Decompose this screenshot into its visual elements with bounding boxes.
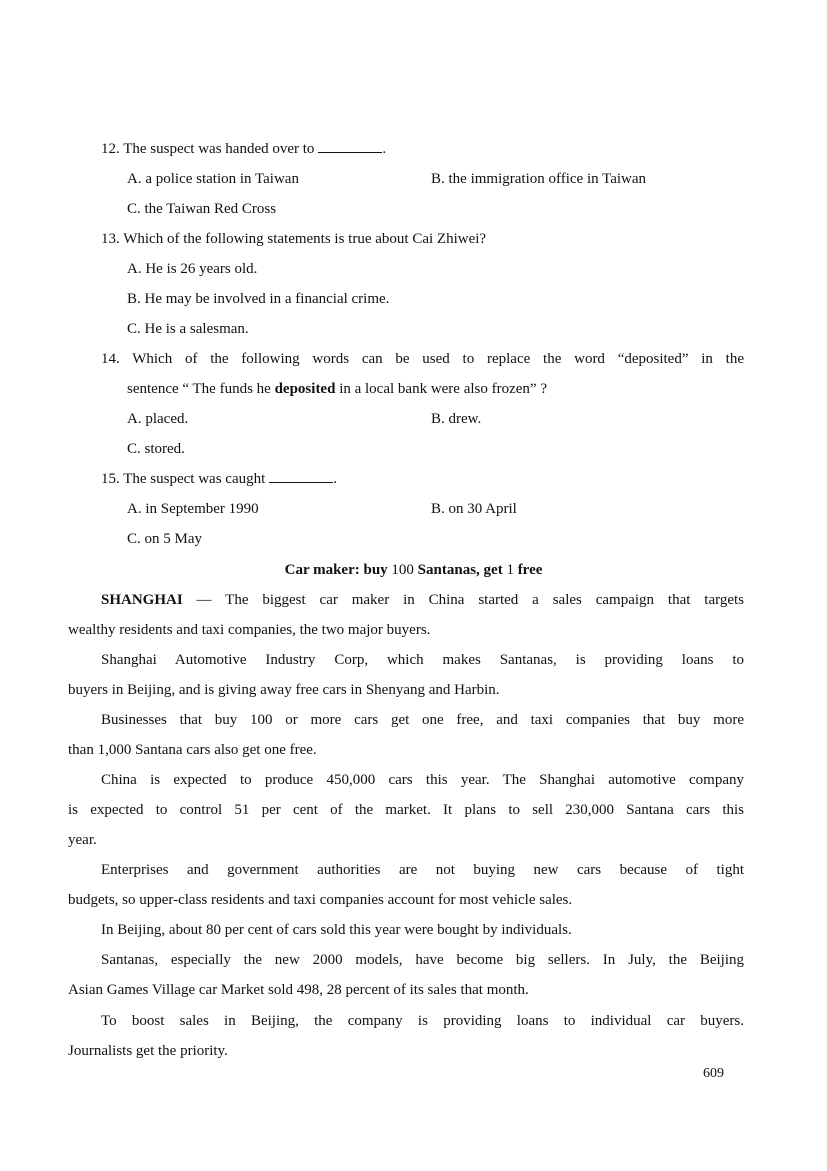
answer-blank <box>269 470 333 483</box>
paragraph-5-line-1: Enterprises and government authorities are not buying new cars because of tight <box>101 862 744 878</box>
paragraph-4-line-3: year. <box>68 832 97 848</box>
paragraph-2-line-1: Shanghai Automotive Industry Corp, which makes Santanas, is providing loans to <box>101 652 744 668</box>
paragraph-8-line-2: Journalists get the priority. <box>68 1043 228 1059</box>
paragraph-text: — The biggest car maker in China started a sales campaign that targets <box>182 592 744 608</box>
title-part: free <box>513 562 543 578</box>
paragraph-6-line-1: In Beijing, about 80 per cent of cars sold this year were bought by individuals. <box>101 922 572 938</box>
q15-option-b: B. on 30 April <box>431 501 517 517</box>
answer-blank <box>318 140 382 153</box>
dateline: SHANGHAI <box>101 592 183 608</box>
q12-option-a: A. a police station in Taiwan <box>127 171 299 187</box>
title-part: Car maker: buy <box>284 562 392 578</box>
question-13-stem: 13. Which of the following statements is true about Cai Zhiwei? <box>101 231 487 247</box>
paragraph-5-line-2: budgets, so upper-class residents and taxi companies account for most vehicle sales. <box>68 892 573 908</box>
paragraph-3-line-2: than 1,000 Santana cars also get one free. <box>68 742 317 758</box>
q14-sentence-pre: sentence “ The funds he <box>127 381 275 397</box>
q14-option-c: C. stored. <box>127 441 185 457</box>
paragraph-7-line-2: Asian Games Village car Market sold 498, 28 percent of its sales that month. <box>68 982 529 998</box>
page-number: 609 <box>703 1066 724 1081</box>
title-number: 100 <box>391 562 414 578</box>
q14-option-b: B. drew. <box>431 411 482 427</box>
q14-sentence-bold-word: deposited <box>274 381 336 397</box>
paragraph-3-line-1: Businesses that buy 100 or more cars get one free, and taxi companies that buy more <box>101 712 744 728</box>
question-14-sentence <box>127 379 547 399</box>
title-part: Santanas, get <box>413 562 507 578</box>
paragraph-7-line-1: Santanas, especially the new 2000 models, have become big sellers. In July, the Beijing <box>101 952 744 968</box>
question-12-end: . <box>382 141 387 157</box>
paragraph-1-line-1 <box>101 590 744 610</box>
question-14-stem: 14. Which of the following words can be used to replace the word “deposited” in the <box>101 351 744 367</box>
q13-option-b: B. He may be involved in a financial crime. <box>127 291 390 307</box>
q13-option-a: A. He is 26 years old. <box>127 261 258 277</box>
question-15-end: . <box>333 471 338 487</box>
q14-option-a: A. placed. <box>127 411 189 427</box>
q12-option-c: C. the Taiwan Red Cross <box>127 201 277 217</box>
paragraph-2-line-2: buyers in Beijing, and is giving away free cars in Shenyang and Harbin. <box>68 682 500 698</box>
q15-option-c: C. on 5 May <box>127 531 202 547</box>
q13-option-c: C. He is a salesman. <box>127 321 249 337</box>
paragraph-4-line-1: China is expected to produce 450,000 cars this year. The Shanghai automotive company <box>101 772 744 788</box>
paragraph-8-line-1: To boost sales in Beijing, the company is providing loans to individual car buyers. <box>101 1013 744 1029</box>
question-15 <box>101 469 337 489</box>
question-15-stem: 15. The suspect was caught <box>101 471 266 487</box>
article-title <box>0 560 827 580</box>
q14-sentence-post: in a local bank were also frozen” ? <box>335 381 547 397</box>
paragraph-4-line-2: is expected to control 51 per cent of the market. It plans to sell 230,000 Santana cars this <box>68 802 744 818</box>
question-12 <box>101 139 386 159</box>
q15-option-a: A. in September 1990 <box>127 501 259 517</box>
paragraph-1-line-2: wealthy residents and taxi companies, the two major buyers. <box>68 622 431 638</box>
q12-option-b: B. the immigration office in Taiwan <box>431 171 647 187</box>
title-number: 1 <box>506 562 514 578</box>
question-12-stem: 12. The suspect was handed over to <box>101 141 315 157</box>
